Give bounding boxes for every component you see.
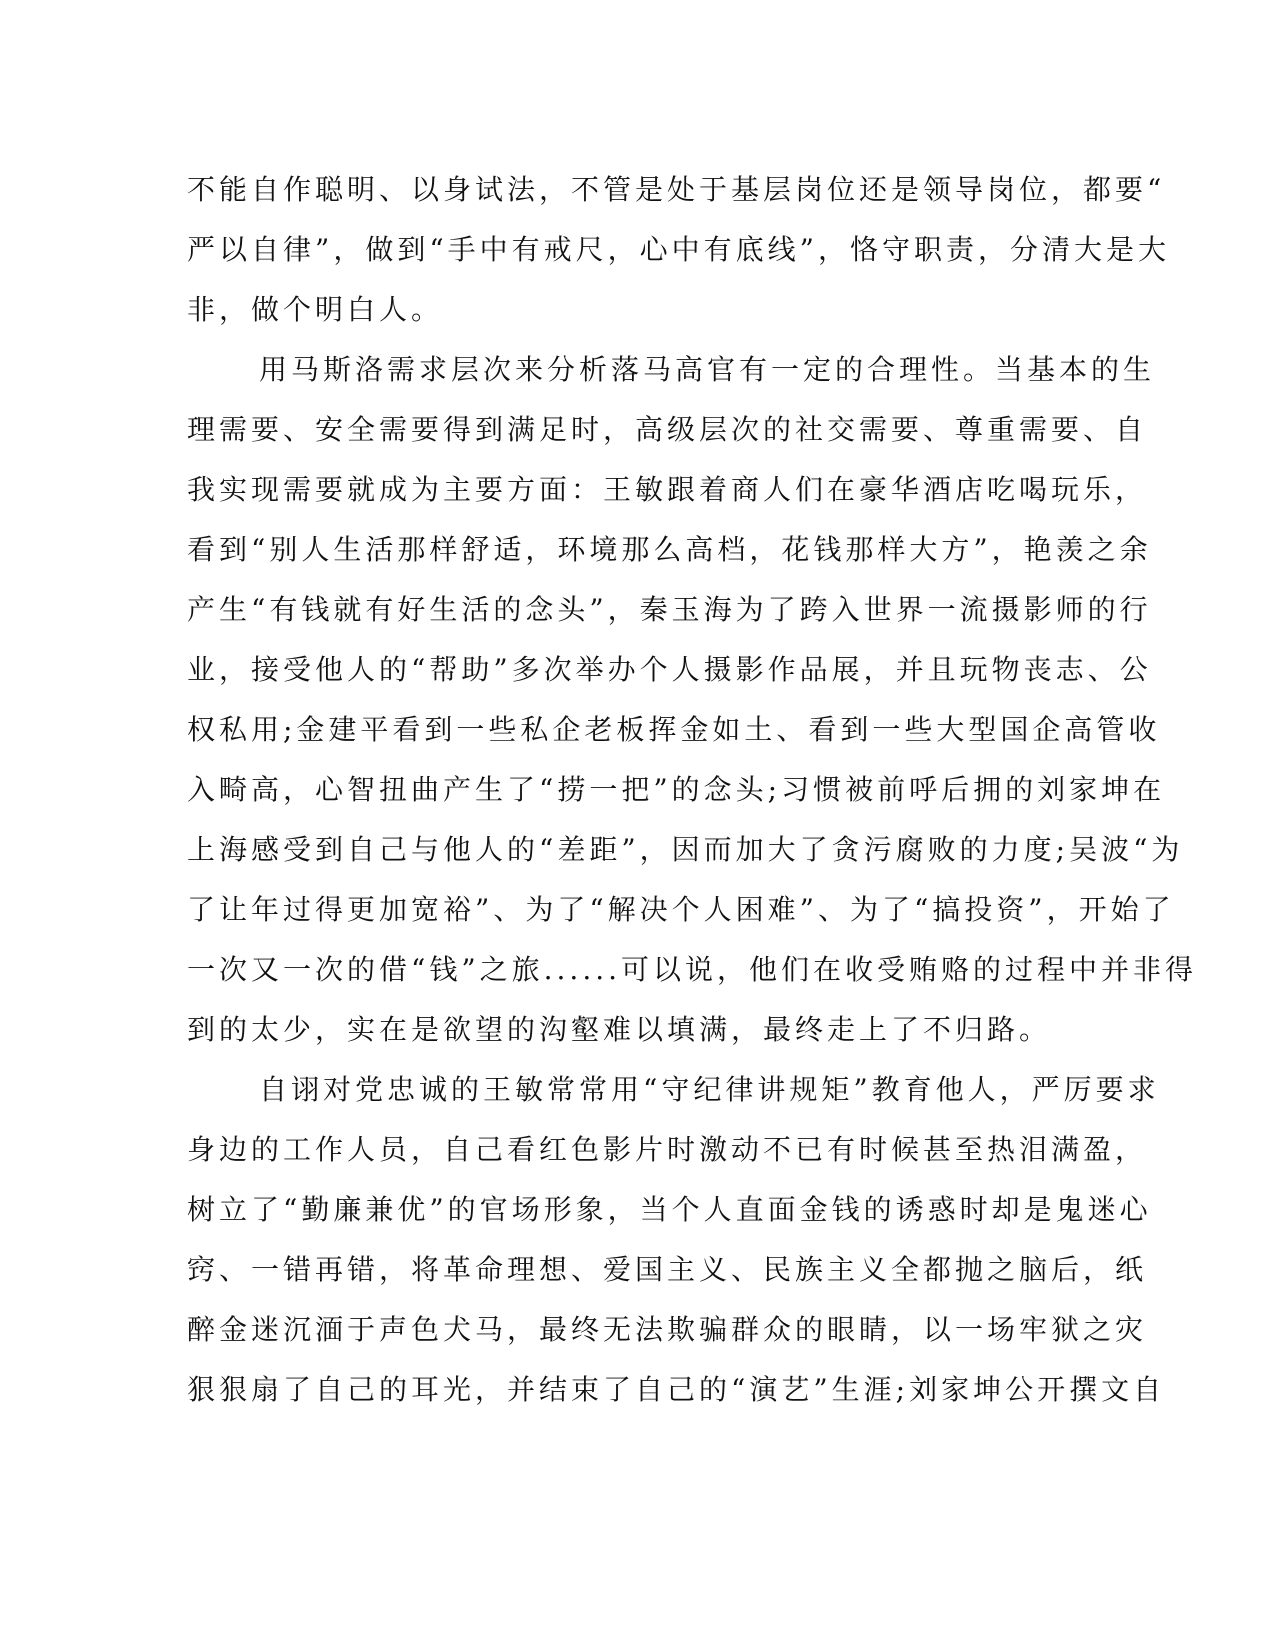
text-line: 入畸高，心智扭曲产生了“捞一把”的念头;习惯被前呼后拥的刘家坤在 [187,773,1166,806]
text-line: 不能自作聪明、以身试法，不管是处于基层岗位还是领导岗位，都要“ [187,173,1166,206]
text-line: 我实现需要就成为主要方面：王敏跟着商人们在豪华酒店吃喝玩乐， [187,473,1148,506]
text-line: 狠狠扇了自己的耳光，并结束了自己的“演艺”生涯;刘家坤公开撰文自 [187,1373,1166,1406]
text-line: 上海感受到自己与他人的“差距”，因而加大了贪污腐败的力度;吴波“为 [187,833,1184,866]
text-line: 看到“别人生活那样舒适，环境那么高档，花钱那样大方”，艳羡之余 [187,533,1152,566]
text-line: 到的太少，实在是欲望的沟壑难以填满，最终走上了不归路。 [187,1013,1052,1046]
text-line: 严以自律”，做到“手中有戒尺，心中有底线”，恪守职责，分清大是大 [187,233,1170,266]
text-line: 身边的工作人员，自己看红色影片时激动不已有时候甚至热泪满盈， [187,1133,1148,1166]
paragraph-1 [187,160,1170,340]
text-line: 自诩对党忠诚的王敏常常用“守纪律讲规矩”教育他人，严厉要求 [259,1073,1160,1106]
text-line: 了让年过得更加宽裕”、为了“解决个人困难”、为了“搞投资”，开始了 [187,893,1175,926]
text-line: 树立了“勤廉兼优”的官场形象，当个人直面金钱的诱惑时却是鬼迷心 [187,1193,1152,1226]
text-line: 醉金迷沉湎于声色犬马，最终无法欺骗群众的眼睛，以一场牢狱之灾 [187,1313,1148,1346]
text-line: 用马斯洛需求层次来分析落马高官有一定的合理性。当基本的生 [259,353,1156,386]
text-line: 权私用;金建平看到一些私企老板挥金如土、看到一些大型国企高管收 [187,713,1161,746]
text-line: 非，做个明白人。 [187,293,444,326]
text-line: 窍、一错再错，将革命理想、爱国主义、民族主义全都抛之脑后，纸 [187,1253,1148,1286]
text-line: 产生“有钱就有好生活的念头”，秦玉海为了跨入世界一流摄影师的行 [187,593,1152,626]
text-line: 业，接受他人的“帮助”多次举办个人摄影作品展，并且玩物丧志、公 [187,653,1152,686]
paragraph-2 [187,340,1198,1060]
text-line: 一次又一次的借“钱”之旅......可以说，他们在收受贿赂的过程中并非得 [187,953,1198,986]
body-text [187,160,1198,1420]
paragraph-3 [187,1060,1166,1420]
text-line: 理需要、安全需要得到满足时，高级层次的社交需要、尊重需要、自 [187,413,1148,446]
